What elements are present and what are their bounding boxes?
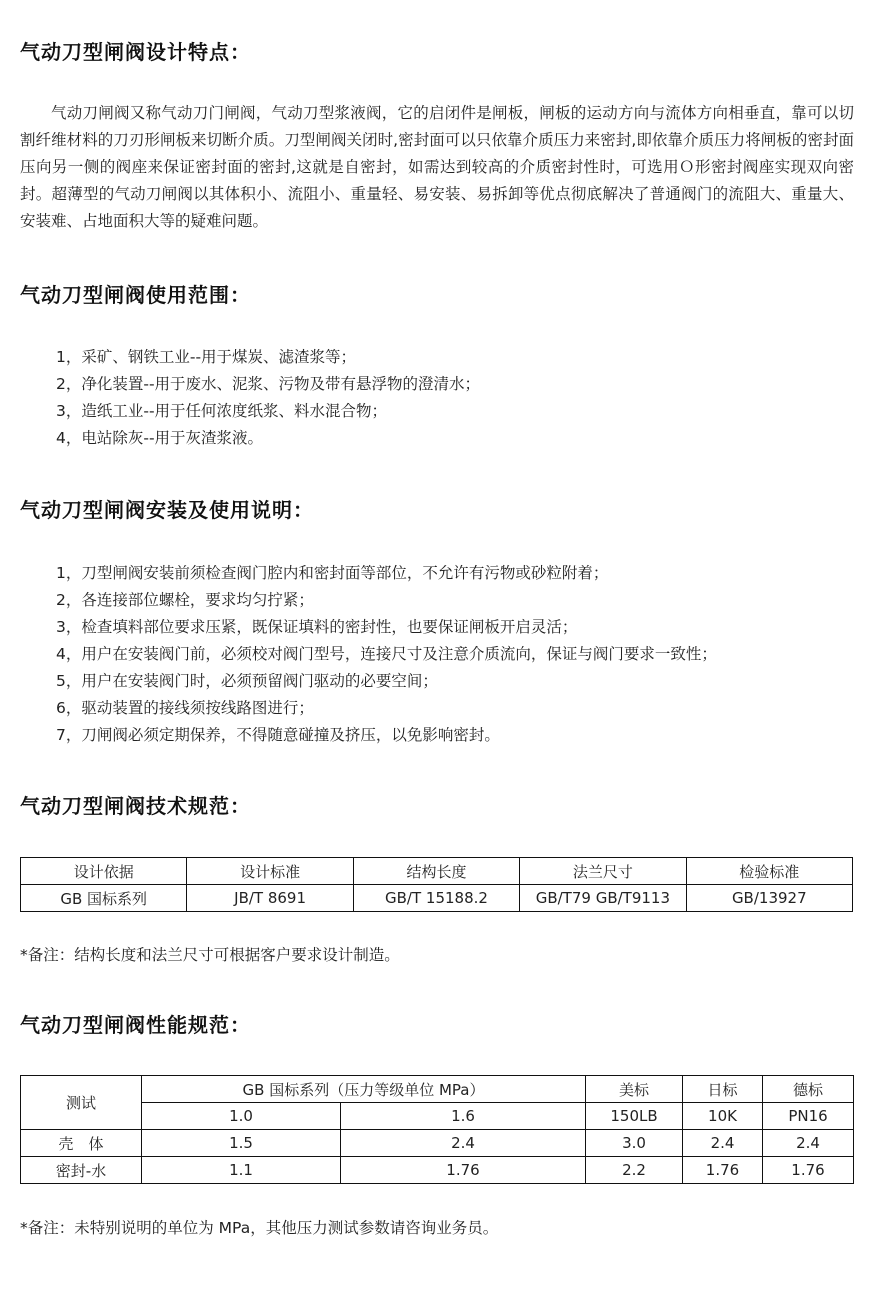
table-row (21, 885, 853, 912)
table-subheader-row (21, 1103, 854, 1130)
table-cell: JB/T 8691 (187, 885, 353, 912)
table-header-cell: 检验标准 (686, 858, 852, 885)
features-paragraph: 气动刀闸阀又称气动刀门闸阀，气动刀型浆液阀，它的启闭件是闸板，闸板的运动方向与流体方向相垂直，靠可以切割纤维材料的刀刃形闸板来切断介质。刀型闸阀关闭时,密封面可以只依靠介质压力来密封,即依靠介质压力将闸板的密封面压向另一侧的阀座来保证密封面的密封,这就是自密封，如需达到较高的介质密封性时，可选用Ｏ形密封阀座实现双向密封。超薄型的气动刀闸阀以其体积小、流阻小、重量轻、易安装、易拆卸等优点彻底解决了普通阀门的流阻大、重量大、安装难、占地面积大等的疑难问题。 (20, 104, 854, 230)
jp-header-cell: 日标 (683, 1076, 763, 1103)
table-row (21, 1157, 854, 1184)
table-cell: 2.4 (763, 1130, 854, 1157)
list-item: 4，用户在安装阀门前，必须校对阀门型号，连接尺寸及注意介质流向，保证与阀门要求一致性； (56, 645, 717, 663)
table-cell: 壳 体 (21, 1130, 142, 1157)
list-item: 3，检查填料部位要求压紧，既保证填料的密封性，也要保证闸板开启灵活； (56, 618, 578, 636)
table-cell: 1.76 (683, 1157, 763, 1184)
table-cell: 1.0 (142, 1103, 341, 1130)
table-cell: GB 国标系列 (21, 885, 187, 912)
table-header-row (21, 858, 853, 885)
list-item: 6，驱动装置的接线须按线路图进行； (56, 699, 314, 717)
table-header-row (21, 1076, 854, 1103)
tech-heading: 气动刀型闸阀技术规范： (20, 794, 251, 818)
perf-spec-table (20, 1075, 854, 1184)
table-cell: PN16 (763, 1103, 854, 1130)
list-item: 1，采矿、钢铁工业--用于煤炭、滤渣浆等； (56, 348, 357, 366)
table-header-cell: 设计标准 (187, 858, 353, 885)
table-header-cell: 设计依据 (21, 858, 187, 885)
table-header-cell: 法兰尺寸 (520, 858, 686, 885)
list-item: 2，净化装置--用于废水、泥浆、污物及带有悬浮物的澄清水； (56, 375, 481, 393)
table-cell: GB/T79 GB/T9113 (520, 885, 686, 912)
table-cell: 2.4 (683, 1130, 763, 1157)
table-cell: GB/13927 (686, 885, 852, 912)
gb-header-cell: GB 国标系列（压力等级单位 MPa） (142, 1076, 586, 1103)
list-item: 4，电站除灰--用于灰渣浆液。 (56, 429, 264, 447)
table-header-cell: 结构长度 (353, 858, 519, 885)
scope-list (56, 344, 480, 452)
table-cell: 150LB (586, 1103, 683, 1130)
us-header-cell: 美标 (586, 1076, 683, 1103)
list-item: 2，各连接部位螺栓，要求均匀拧紧； (56, 591, 314, 609)
table-row (21, 1130, 854, 1157)
scope-heading: 气动刀型闸阀使用范围： (20, 283, 251, 307)
table-cell: 1.6 (341, 1103, 586, 1130)
install-heading: 气动刀型闸阀安装及使用说明： (20, 498, 314, 522)
install-list (56, 560, 717, 749)
tech-spec-table (20, 857, 853, 912)
list-item: 3，造纸工业--用于任何浓度纸浆、料水混合物； (56, 402, 388, 420)
features-heading: 气动刀型闸阀设计特点： (20, 40, 251, 64)
tech-note: *备注：结构长度和法兰尺寸可根据客户要求设计制造。 (20, 946, 400, 964)
table-cell: 2.2 (586, 1157, 683, 1184)
table-cell: 2.4 (341, 1130, 586, 1157)
table-cell: 1.76 (341, 1157, 586, 1184)
table-cell: 10K (683, 1103, 763, 1130)
table-cell: 密封-水 (21, 1157, 142, 1184)
list-item: 7，刀闸阀必须定期保养，不得随意碰撞及挤压，以免影响密封。 (56, 726, 500, 744)
test-label-cell: 测试 (21, 1076, 142, 1130)
table-cell: 3.0 (586, 1130, 683, 1157)
table-cell: GB/T 15188.2 (353, 885, 519, 912)
table-cell: 1.76 (763, 1157, 854, 1184)
de-header-cell: 德标 (763, 1076, 854, 1103)
list-item: 1，刀型闸阀安装前须检查阀门腔内和密封面等部位，不允许有污物或砂粒附着； (56, 564, 609, 582)
perf-note: *备注：未特别说明的单位为 MPa，其他压力测试参数请咨询业务员。 (20, 1219, 499, 1237)
list-item: 5，用户在安装阀门时，必须预留阀门驱动的必要空间； (56, 672, 438, 690)
table-cell: 1.5 (142, 1130, 341, 1157)
table-cell: 1.1 (142, 1157, 341, 1184)
perf-heading: 气动刀型闸阀性能规范： (20, 1013, 251, 1037)
